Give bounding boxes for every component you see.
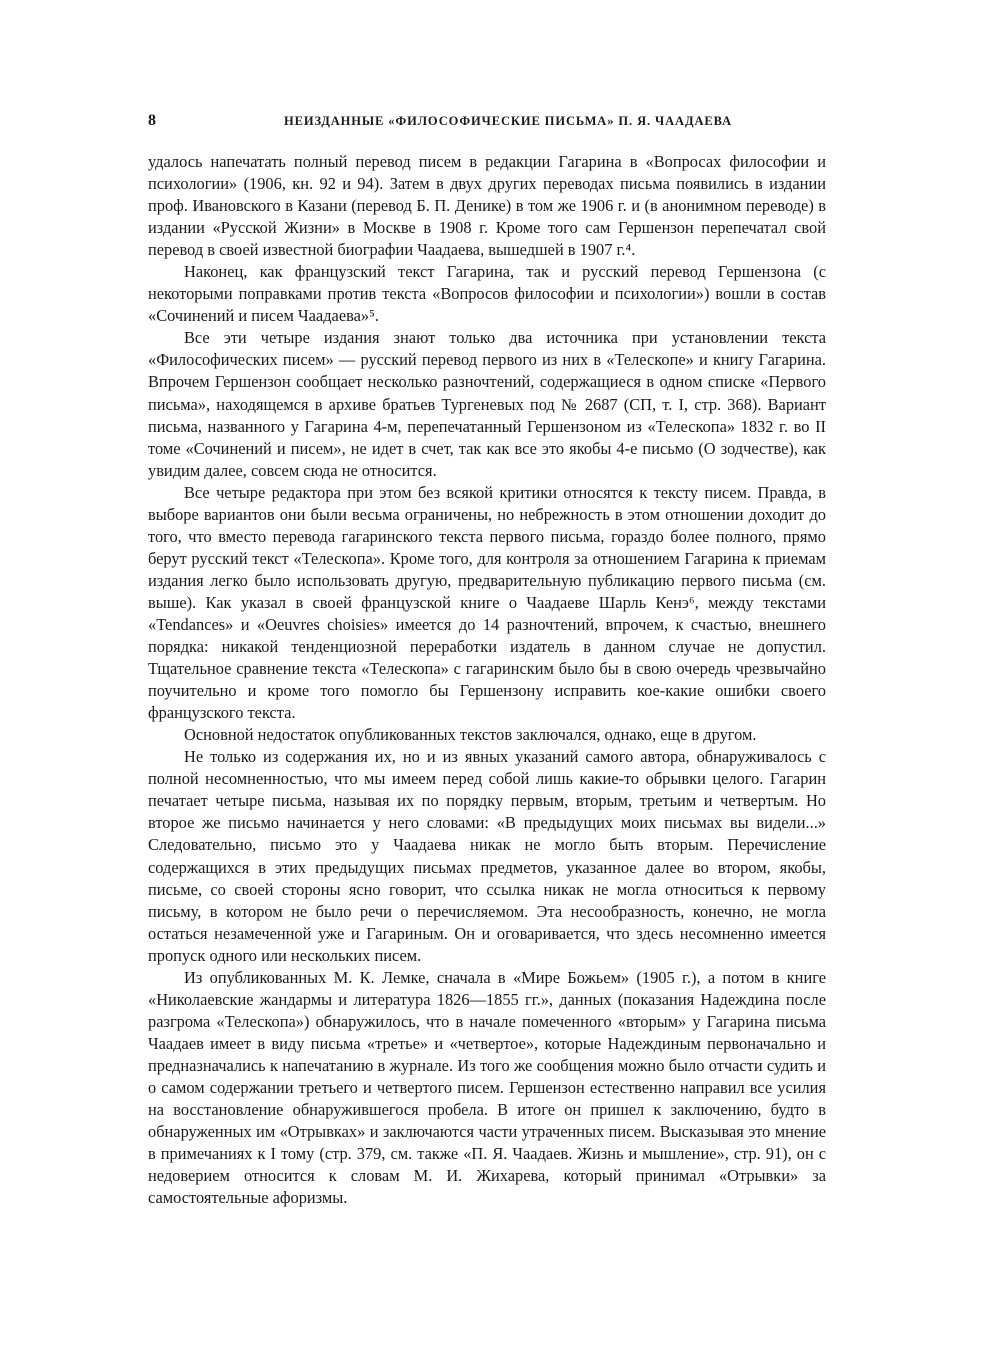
paragraph: Все эти четыре издания знают только два источника при установлении текста «Философических писем» — русский перевод первого из них в «Телескопе» и книгу Гагарина. Впрочем Гершензон сообщает несколько разночтений, содержащиеся в одном списке «Первого письма», находящемся в архиве братьев Тургеневых под № 2687 (СП, т. I, стр. 368). Вариант письма, названного у Гагарина 4-м, перепечатанный Гершензоном из «Телескопа» 1832 г. во II томе «Сочинений и писем», не идет в счет, так как все это якобы 4-е письмо (О зодчестве), как увидим далее, совсем сюда не относится. (148, 328, 826, 480)
paragraph: Наконец, как французский текст Гагарина, так и русский перевод Гершензона (с некоторыми поправками против текста «Вопросов философии и психологии») вошли в состав «Сочинений и писем Чаадаева»⁵. (148, 262, 826, 326)
paragraph: Основной недостаток опубликованных текстов заключался, однако, еще в другом. (184, 725, 757, 745)
page-header (148, 112, 838, 134)
body-text (148, 151, 826, 1209)
paragraph: Из опубликованных М. К. Лемке, сначала в «Мире Божьем» (1905 г.), а потом в книге «Николаевские жандармы и литература 1826—1855 гг.», данных (показания Надеждина после разгрома «Телескопа») обнаружилось, что в начале помеченного «вторым» у Гагарина письма Чаадаев имеет в виду письма «третье» и «четвертое», которые Надеждиным первоначально и предназначались к напечатанию в журнале. Из того же сообщения можно было отчасти судить и о самом содержании третьего и четвертого писем. Гершензон естественно направил все усилия на восстановление обнаружившегося пробела. В итоге он пришел к заключению, будто в обнаруженных им «Отрывках» и заключаются части утраченных писем. Высказывая это мнение в примечаниях к I тому (стр. 379, см. также «П. Я. Чаадаев. Жизнь и мышление», стр. 91), он с недоверием относится к словам М. И. Жихарева, который принимал «Отрывки» за самостоятельные афоризмы. (148, 967, 826, 1208)
paragraph: удалось напечатать полный перевод писем в редакции Гагарина в «Вопросах философии и психологии» (1906, кн. 92 и 94). Затем в двух других переводах письма появились в издании проф. Ивановского в Казани (перевод Б. П. Денике) в том же 1906 г. и (в анонимном переводе) в издании «Русской Жизни» в Москве в 1908 г. Кроме того сам Гершензон перепечатал свой перевод в своей известной биографии Чаадаева, вышедшей в 1907 г.⁴. (148, 152, 826, 260)
paragraph: Не только из содержания их, но и из явных указаний самого автора, обнаруживалось с полной несомненностью, что мы имеем перед собой лишь какие-то обрывки целого. Гагарин печатает четыре письма, называя их по порядку первым, вторым, третьим и четвертым. Но второе же письмо начинается у него словами: «В предыдущих моих письмах вы видели...» Следовательно, письмо это у Чаадаева никак не могло быть вторым. Перечисление содержащихся в этих предыдущих письмах предметов, указанное далее во втором, якобы, письме, со своей стороны ясно говорит, что ссылка никак не могла относиться к первому письму, в котором не было речи о перечисляемом. Эта несообразность, конечно, не могла остаться незамеченной уже и Гагариным. Он и оговаривается, что здесь несомненно имеется пропуск одного или нескольких писем. (148, 747, 826, 965)
running-title: НЕИЗДАННЫЕ «ФИЛОСОФИЧЕСКИЕ ПИСЬМА» П. Я. ЧААДАЕВА (283, 114, 733, 128)
paragraph: Все четыре редактора при этом без всякой критики относятся к тексту писем. Правда, в выборе вариантов они были весьма ограничены, но небрежность в этом отношении доходит до того, что вместо перевода гагаринского текста первого письма, гораздо более полного, прямо берут русский текст «Телескопа». Кроме того, для контроля за отношением Гагарина к приемам издания легко было использовать другую, предварительную публикацию первого письма (см. выше). Как указал в своей французской книге о Чаадаеве Шарль Кенэ⁶, между текстами «Tendances» и «Oeuvres choisies» имеется до 14 разночтений, впрочем, к счастью, внешнего порядка: никакой тенденциозной переработки издатель в данном случае не допустил. Тщательное сравнение текста «Телескопа» с гагаринским было бы в свою очередь чрезвычайно поучительно и кроме того помогло бы Гершензону исправить кое-какие ошибки своего французского текста. (148, 482, 826, 723)
page-number: 8 (148, 112, 156, 129)
